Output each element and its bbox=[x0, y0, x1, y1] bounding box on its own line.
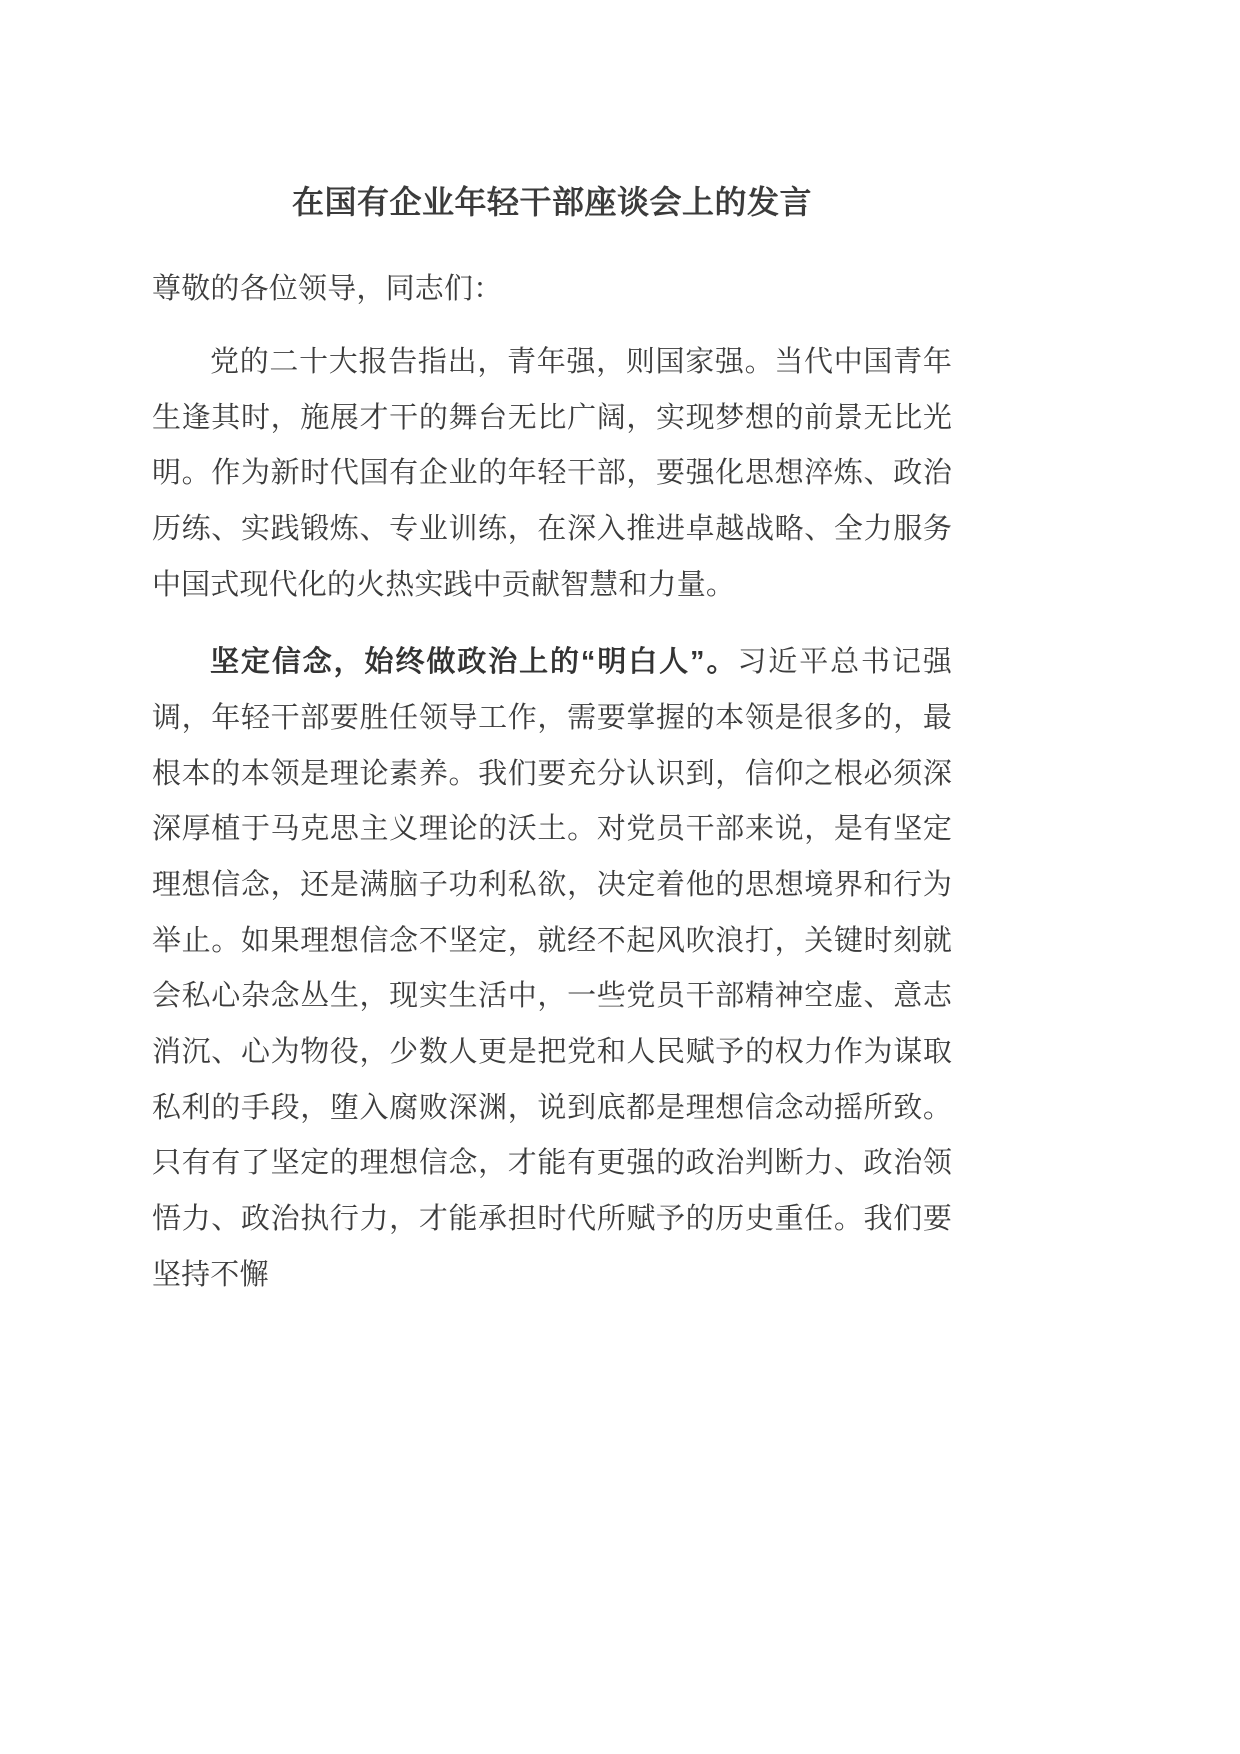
section-heading-inline: 坚定信念，始终做政治上的“明白人”。 bbox=[210, 646, 738, 679]
page-title: 在国有企业年轻干部座谈会上的发言 bbox=[291, 184, 812, 220]
salutation-line: 尊敬的各位领导，同志们： bbox=[152, 273, 503, 305]
paragraph-section-one bbox=[152, 613, 952, 1303]
document-content bbox=[152, 0, 952, 1303]
section-body-text: 习近平总书记强调，年轻干部要胜任领导工作，需要掌握的本领是很多的，最根本的本领是理论素养。我们要充分认识到，信仰之根必须深深厚植于马克思主义理论的沃土。对党员干部来说，是有坚定理想信念，还是满脑子功利私欲，决定着他的思想境界和行为举止。如果理想信念不坚定，就经不起风吹浪打，关键时刻就会私心杂念丛生，现实生活中，一些党员干部精神空虚、意志消沉、心为物役，少数人更是把党和人民赋予的权力作为谋取私利的手段，堕入腐败深渊，说到底都是理想信念动摇所致。只有有了坚定的理想信念，才能有更强的政治判断力、政治领悟力、政治执行力，才能承担时代所赋予的历史重任。我们要坚持不懈 bbox=[152, 646, 952, 1291]
paragraph-intro: 党的二十大报告指出，青年强，则国家强。当代中国青年生逢其时，施展才干的舞台无比广阔，实现梦想的前景无比光明。作为新时代国有企业的年轻干部，要强化思想淬炼、政治历练、实践锻炼、专业训练，在深入推进卓越战略、全力服务中国式现代化的火热实践中贡献智慧和力量。 bbox=[152, 345, 952, 601]
